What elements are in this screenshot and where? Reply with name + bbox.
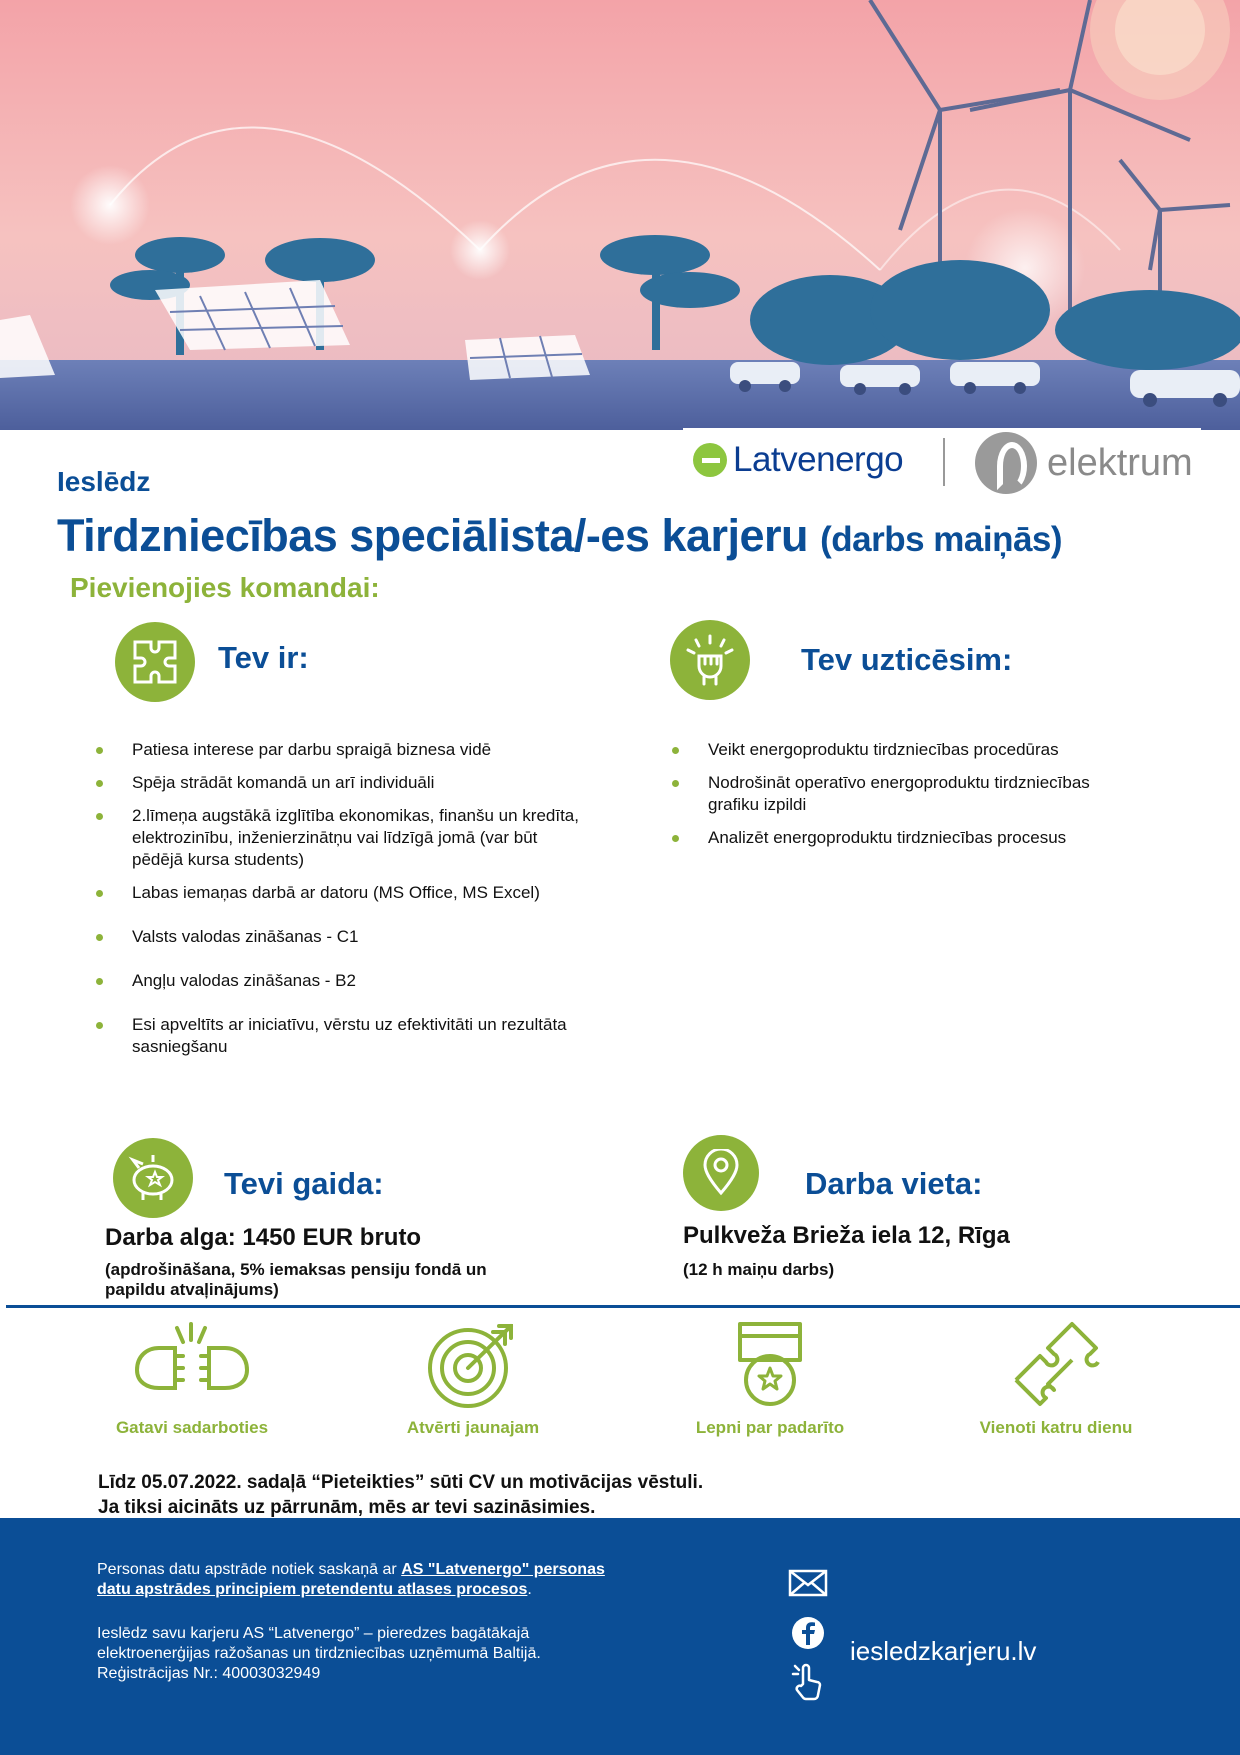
application-deadline <box>98 1470 703 1520</box>
requirements-list <box>96 739 588 1069</box>
tev-uzticesim-heading: Tev uzticēsim: <box>801 642 1013 677</box>
facebook-icon[interactable] <box>791 1616 825 1650</box>
value-item <box>92 1320 292 1438</box>
deadline-line-2: Ja tiksi aicināts uz pārrunām, mēs ar tevi sazināsimies. <box>98 1497 596 1518</box>
latvenergo-logo-text: Latvenergo <box>733 440 904 479</box>
responsibilities-list <box>672 739 1142 860</box>
elektrum-logo <box>975 432 1193 494</box>
deadline-line-1: Līdz 05.07.2022. sadaļā “Pieteikties” sūti CV un motivācijas vēstuli. <box>98 1472 704 1493</box>
logo-bar <box>683 428 1201 498</box>
value-label: Gatavi sadarboties <box>115 1418 269 1437</box>
salary: Darba alga: 1450 EUR bruto <box>105 1224 422 1251</box>
privacy-link[interactable]: AS "Latvenergo" personas datu apstrādes principiem pretendentu atlases procesos <box>97 1561 605 1598</box>
list-item: Angļu valodas zināšanas - B2 <box>96 970 588 992</box>
list-item: Valsts valodas zināšanas - C1 <box>96 926 588 948</box>
pointer-hand-icon[interactable] <box>791 1662 825 1702</box>
tev-ir-heading: Tev ir: <box>218 640 309 675</box>
medal-icon <box>735 1320 805 1410</box>
piggy-bank-icon <box>113 1138 193 1218</box>
value-item <box>956 1320 1156 1438</box>
value-label: Lepni par padarīto <box>695 1418 845 1437</box>
mail-icon[interactable] <box>788 1568 828 1598</box>
value-item <box>373 1320 573 1438</box>
kicker: Ieslēdz <box>57 466 151 497</box>
shift-note: (12 h maiņu darbs) <box>683 1260 835 1279</box>
list-item: Esi apveltīts ar iniciatīvu, vērstu uz efektivitāti un rezultāta sasniegšanu <box>96 1014 588 1058</box>
benefits-note: (apdrošināšana, 5% iemaksas pensiju fondā un papildu atvaļinājums) <box>105 1260 487 1299</box>
location-pin-icon <box>683 1135 759 1211</box>
privacy-text: Personas datu apstrāde notiek saskaņā ar <box>97 1561 402 1578</box>
hero-illustration <box>0 0 1240 430</box>
handshake-icon <box>127 1320 257 1410</box>
darba-vieta-heading: Darba vieta: <box>805 1166 983 1201</box>
list-item: Nodrošināt operatīvo energoproduktu tirdzniecības grafiku izpildi <box>672 772 1142 816</box>
work-address: Pulkveža Brieža iela 12, Rīga <box>683 1222 1010 1249</box>
list-item: Spēja strādāt komandā un arī individuāli <box>96 772 588 794</box>
list-item: 2.līmeņa augstākā izglītība ekonomikas, finanšu un kredīta, elektrozinību, inženierzinātņu vai līdzīgā jomā (var būt pēdējā kursa students) <box>96 805 588 871</box>
section-divider <box>6 1305 1240 1308</box>
latvenergo-logo <box>693 440 903 480</box>
footer <box>0 1518 1240 1755</box>
registration-number: Reģistrācijas Nr.: 40003032949 <box>97 1665 321 1682</box>
list-item: Patiesa interese par darbu spraigā biznesa vidē <box>96 739 588 761</box>
target-icon <box>423 1320 523 1410</box>
website-link[interactable]: iesledzkarjeru.lv <box>850 1636 1037 1666</box>
logo-divider <box>943 438 945 486</box>
value-label: Vienoti katru dienu <box>979 1418 1133 1437</box>
list-item: Labas iemaņas darbā ar datoru (MS Office, MS Excel) <box>96 882 588 904</box>
privacy-end: . <box>527 1581 532 1598</box>
fist-icon <box>670 620 750 700</box>
list-item: Analizēt energoproduktu tirdzniecības procesus <box>672 827 1142 849</box>
value-label: Atvērti jaunajam <box>406 1418 540 1437</box>
latvenergo-logo-icon <box>693 443 727 477</box>
list-item: Veikt energoproduktu tirdzniecības procedūras <box>672 739 1142 761</box>
join-team-heading: Pievienojies komandai: <box>70 572 380 603</box>
page-title <box>57 510 1062 562</box>
puzzle-pieces-icon <box>1006 1320 1106 1410</box>
tevi-gaida-heading: Tevi gaida: <box>224 1166 384 1201</box>
privacy-notice <box>97 1560 637 1600</box>
job-title-suffix: (darbs maiņās) <box>820 520 1063 559</box>
elektrum-logo-icon <box>975 432 1037 494</box>
contact-icons <box>788 1568 828 1702</box>
about-text: Ieslēdz savu karjeru AS “Latvenergo” – pieredzes bagātākajā elektroenerģijas ražošanas un tirdzniecības uzņēmumā Baltijā. <box>97 1625 541 1662</box>
elektrum-logo-text: elektrum <box>1047 441 1193 484</box>
value-item <box>670 1320 870 1438</box>
company-about <box>97 1624 637 1684</box>
puzzle-icon <box>115 622 195 702</box>
job-title: Tirdzniecības speciālista/-es karjeru <box>57 510 809 561</box>
